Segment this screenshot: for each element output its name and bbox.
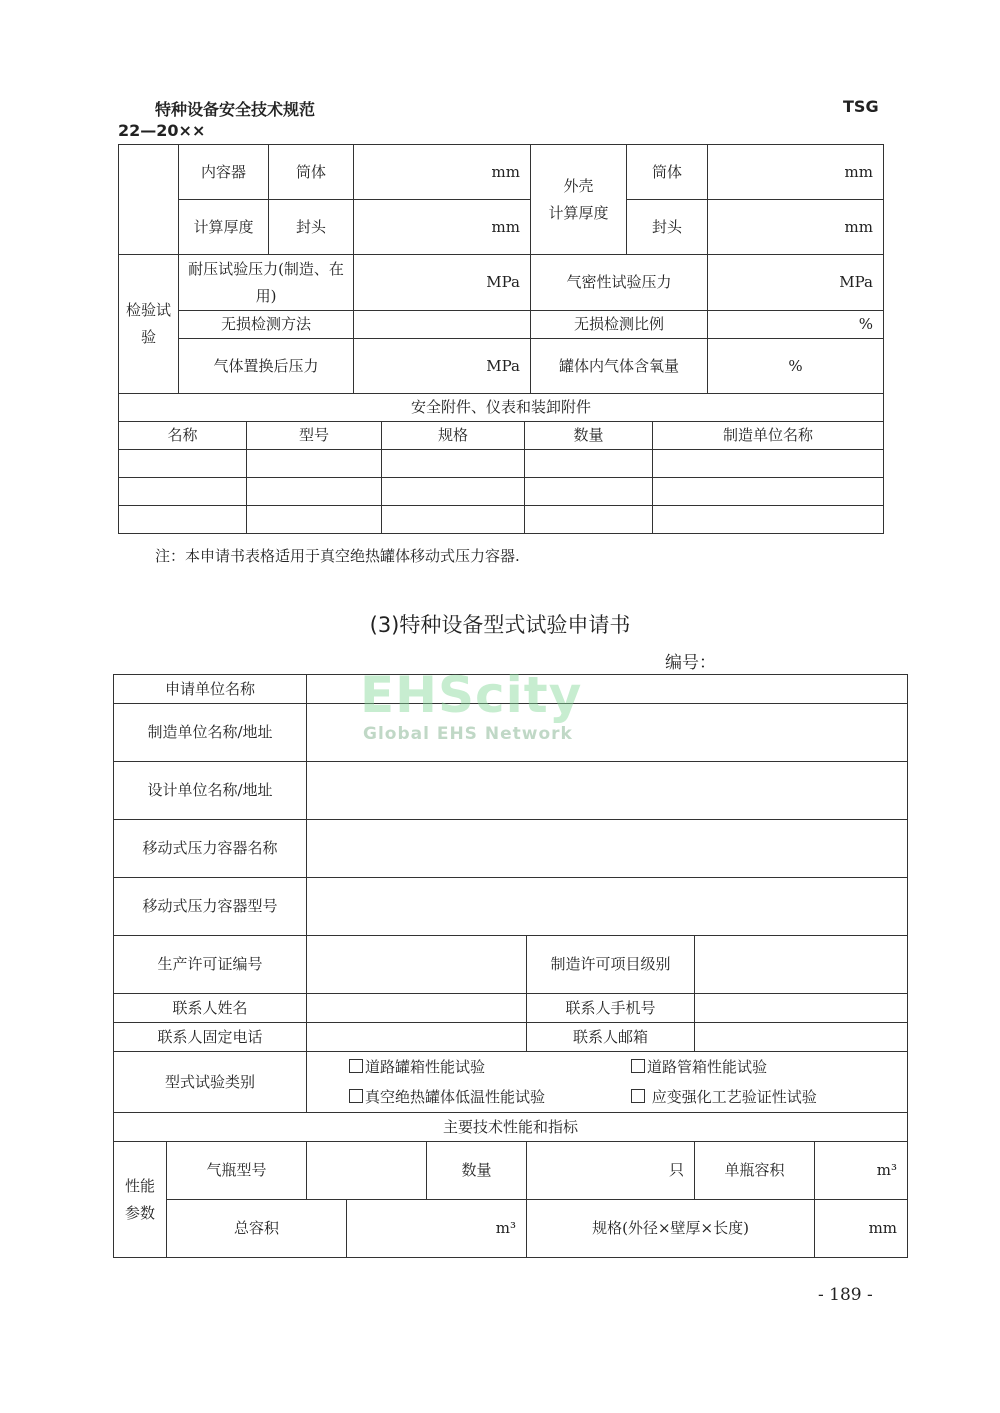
checkbox[interactable] [349, 1089, 363, 1103]
main-performance-header: 主要技术性能和指标 [114, 1113, 908, 1142]
form-title: (3)特种设备型式试验申请书 [369, 613, 631, 637]
contact-mobile-value[interactable] [695, 994, 908, 1023]
vessel-model-value[interactable] [307, 878, 908, 936]
option-vacuum-cryogenic[interactable]: 真空绝热罐体低温性能试验 [349, 1082, 631, 1112]
designer-label: 设计单位名称/地址 [114, 762, 307, 820]
ndt-method-value[interactable] [354, 311, 531, 339]
header-tsg: TSG [843, 97, 879, 116]
quantity-label: 数量 [427, 1142, 527, 1200]
mm-unit: mm [708, 145, 884, 200]
license-no-label: 生产许可证编号 [114, 936, 307, 994]
shell-label: 筒体 [269, 145, 354, 200]
blank-cell [119, 145, 179, 255]
license-no-value[interactable] [307, 936, 527, 994]
number-label: 编号： [665, 653, 716, 673]
manufacturer-label: 制造单位名称/地址 [114, 704, 307, 762]
col-model: 型号 [247, 422, 382, 450]
watermark-tagline: Global EHS Network [363, 724, 573, 744]
mpa-unit: MPa [708, 255, 884, 311]
option-road-tube-container[interactable]: 道路管箱性能试验 [631, 1052, 767, 1082]
contact-mobile-label: 联系人手机号 [527, 994, 695, 1023]
single-volume-label: 单瓶容积 [695, 1142, 815, 1200]
oxygen-content-label: 罐体内气体含氧量 [531, 339, 708, 394]
watermark-logo: EHScity [360, 666, 583, 724]
mpa-unit: MPa [354, 255, 531, 311]
gas-replace-pressure-label: 气体置换后压力 [179, 339, 354, 394]
head-label: 封头 [269, 200, 354, 255]
cylinder-model-value[interactable] [307, 1142, 427, 1200]
pressure-vessel-table [118, 144, 884, 422]
page-number: - 189 - [818, 1285, 873, 1305]
designer-value[interactable] [307, 762, 908, 820]
contact-name-value[interactable] [307, 994, 527, 1023]
test-type-options [307, 1052, 908, 1113]
type-test-application-table [113, 674, 908, 1258]
spec-label: 规格(外径×壁厚×长度) [527, 1200, 815, 1258]
pressure-test-label: 耐压试验压力(制造、在用) [179, 255, 354, 311]
col-name: 名称 [119, 422, 247, 450]
license-item-label: 制造许可项目级别 [527, 936, 695, 994]
table-row [119, 450, 884, 478]
contact-email-value[interactable] [695, 1023, 908, 1052]
mm-unit: mm [354, 145, 531, 200]
option-road-tank-container[interactable]: 道路罐箱性能试验 [349, 1052, 631, 1082]
unit-pcs: 只 [527, 1142, 695, 1200]
checkbox[interactable] [631, 1089, 645, 1103]
checkbox[interactable] [349, 1059, 363, 1073]
license-item-value[interactable] [695, 936, 908, 994]
col-quantity: 数量 [525, 422, 653, 450]
m3-unit: m³ [347, 1200, 527, 1258]
percent-unit: % [708, 339, 884, 394]
percent-unit: % [708, 311, 884, 339]
mpa-unit: MPa [354, 339, 531, 394]
inner-vessel-label: 内容器 [179, 145, 269, 200]
mm-unit: mm [354, 200, 531, 255]
mm-unit: mm [708, 200, 884, 255]
vessel-model-label: 移动式压力容器型号 [114, 878, 307, 936]
outer-shell-body-label: 筒体 [627, 145, 708, 200]
mm-unit: mm [815, 1200, 908, 1258]
ndt-ratio-label: 无损检测比例 [531, 311, 708, 339]
inspection-test-label: 检验试验 [119, 255, 179, 394]
outer-head-label: 封头 [627, 200, 708, 255]
checkbox[interactable] [631, 1059, 645, 1073]
vessel-name-value[interactable] [307, 820, 908, 878]
header-title: 特种设备安全技术规范 [155, 100, 316, 119]
outer-shell-label: 外壳 计算厚度 [531, 145, 627, 255]
contact-phone-label: 联系人固定电话 [114, 1023, 307, 1052]
table-row [119, 478, 884, 506]
col-spec: 规格 [382, 422, 525, 450]
airtight-test-label: 气密性试验压力 [531, 255, 708, 311]
contact-email-label: 联系人邮箱 [527, 1023, 695, 1052]
header-code: 22—20×× [118, 121, 206, 140]
ndt-method-label: 无损检测方法 [179, 311, 354, 339]
col-manufacturer: 制造单位名称 [653, 422, 884, 450]
contact-name-label: 联系人姓名 [114, 994, 307, 1023]
total-volume-label: 总容积 [167, 1200, 347, 1258]
vessel-name-label: 移动式压力容器名称 [114, 820, 307, 878]
calc-thickness-label: 计算厚度 [179, 200, 269, 255]
contact-phone-value[interactable] [307, 1023, 527, 1052]
table-row [119, 506, 884, 534]
m3-unit: m³ [815, 1142, 908, 1200]
cylinder-model-label: 气瓶型号 [167, 1142, 307, 1200]
performance-params-label: 性能参数 [114, 1142, 167, 1258]
table-note: 注：本申请书表格适用于真空绝热罐体移动式压力容器. [155, 547, 520, 565]
test-type-label: 型式试验类别 [114, 1052, 307, 1113]
accessories-table [118, 421, 884, 534]
applicant-label: 申请单位名称 [114, 675, 307, 704]
option-strain-strengthening[interactable]: 应变强化工艺验证性试验 [631, 1082, 817, 1112]
accessories-header: 安全附件、仪表和装卸附件 [119, 394, 884, 422]
